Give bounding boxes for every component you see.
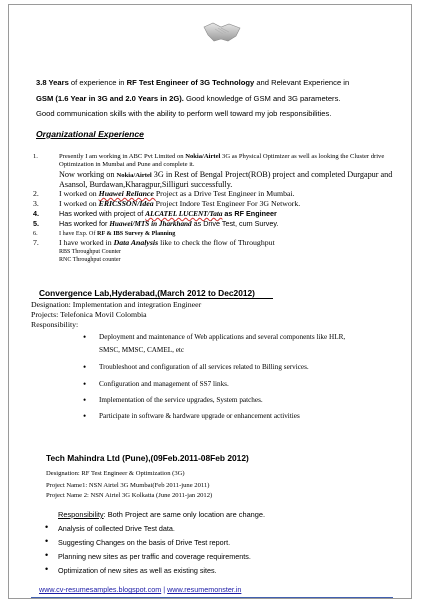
resume-page bbox=[8, 4, 412, 599]
list-item: 6. I have Exp. Of RF & IBS Survey & Planning bbox=[33, 229, 176, 237]
list-item: 2. I worked on Huawei Reliance Project as a Drive Test Engineer in Mumbai. bbox=[33, 188, 295, 198]
career-summary: 3.8 Years of experience in RF Test Engineer of 3G Technology and Relevant Experience in GSM (1.6 Year in 3G and 2.0 Years in 2G). Good knowledge of GSM and 3G parameters. Good communication skills with the ability to perform well toward my job responsibilities. bbox=[36, 78, 350, 118]
list-item: 7. I have worked in Data Analysis like to check the flow of Throughput bbox=[33, 237, 275, 247]
list-item: • Analysis of collected Drive Test data. bbox=[45, 522, 175, 533]
footer-divider bbox=[31, 597, 393, 598]
handshake-icon bbox=[203, 19, 241, 43]
list-item: • Participate in software & hardware upgrade or enhancement activities bbox=[83, 411, 300, 421]
list-item: 3. I worked on ERICSSON/Idea Project Indore Test Engineer For 3G Network. bbox=[33, 198, 301, 208]
list-item: • Planning new sites as per traffic and coverage requirements. bbox=[45, 550, 251, 561]
list-item: 1. Presently I am working in ABC Pvt Limited on Nokia/Airtel 3G as Physical Optimizer as well as looking the Cluster drive Optimization in Mumbai and Pune and complete it. bbox=[33, 153, 385, 169]
responsibility-label: Responsibility: bbox=[31, 320, 79, 329]
project-name-2: Project Name 2: NSN Airtel 3G Kolkatta (June 2011-jan 2012) bbox=[46, 492, 213, 499]
list-item: • Configuration and management of SS7 links. bbox=[83, 379, 229, 389]
list-item: SMSC, MMSC, CAMEL, etc bbox=[99, 346, 185, 354]
list-item: • Deployment and maintenance of Web applications and several components like HLR, bbox=[83, 332, 346, 342]
designation: Designation: RF Test Engineer & Optimization (3G) bbox=[46, 470, 185, 477]
list-item: RNC Throughput counter bbox=[59, 257, 121, 264]
list-item: • Implementation of the service upgrades, System patches. bbox=[83, 395, 263, 405]
project-name-1: Project Name1: NSN Airtel 3G Mumbai(Feb 2011-june 2011) bbox=[46, 482, 210, 489]
list-item: • Optimization of new sites as well as existing sites. bbox=[45, 564, 217, 575]
footer-link-cv-resumesamples[interactable]: www.cv-resumesamples.blogspot.com bbox=[39, 585, 162, 594]
job-title-tech-mahindra: Tech Mahindra Ltd (Pune),(09Feb.2011-08Feb 2012) bbox=[46, 453, 249, 463]
projects: Projects: Telefonica Movil Colombia bbox=[31, 310, 147, 319]
experience-list bbox=[33, 153, 403, 265]
responsibility-line: Responsibility: Both Project are same only location are change. bbox=[58, 510, 266, 519]
footer-link-resumemonster[interactable]: www.resumemonster.in bbox=[167, 585, 242, 594]
divider bbox=[39, 298, 273, 299]
list-item: Now working on Nokia/Airtel 3G in Rest of Bengal Project(ROB) project and completed Durgapur and Asansol, Burdawan,Kharagpur,Silliguri successfully. bbox=[59, 169, 393, 189]
list-item: 4. Has worked with project of ALCATEL LUCENT/Tata as RF Engineer bbox=[33, 208, 277, 218]
section-heading-organizational-experience: Organizational Experience bbox=[36, 129, 144, 139]
list-item: • Troubleshoot and configuration of all services related to Billing services. bbox=[83, 362, 309, 372]
job-title-convergence-lab: Convergence Lab,Hyderabad,(March 2012 to Dec2012) bbox=[39, 288, 255, 298]
list-item: • Suggesting Changes on the basis of Drive Test report. bbox=[45, 536, 231, 547]
list-item: 5. Has worked for Huawei/MTS in Jharkhand as Drive Test, cum Survey. bbox=[33, 218, 279, 228]
designation: Designation: Implementation and integration Engineer bbox=[31, 300, 202, 309]
list-item: RBS Throughput Counter bbox=[59, 248, 121, 255]
footer-links: www.cv-resumesamples.blogspot.com | www.resumemonster.in bbox=[39, 585, 242, 594]
